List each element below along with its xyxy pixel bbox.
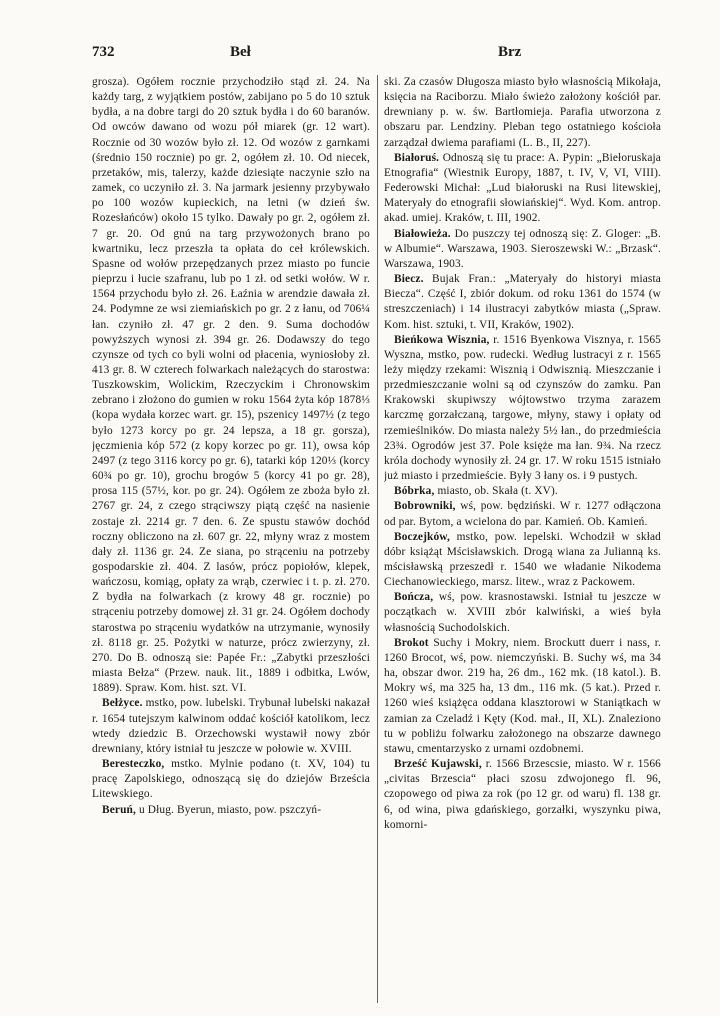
entry-text: r. 1516 Byenkowa Visznya, r. 1565 Wyszna, mstko, pow. rudecki. Według lustracyi z r. 1565 leży między rzekami: Wisznią i Odwisznią. Mieszczanie i przedmieszczanie wolni są od czynszów do zamku. Pan Krakowski skupiwszy wójtowstwo trzyma zarazem karczmę gorzałczaną, targowe, młyny, stawy i opłaty od rzemieślników. Do miasta należy 5½ łan., do przedmieścia 23¾. Ogrodów jest 37. Pole księże ma łan. 9¾. Na rzecz króla dochody wynosiły zł. 24 gr. 17. W roku 1515 istniało już miasto i przedmieście. Były 3 łany os. i 9 pustych. <box>384 333 661 483</box>
dictionary-entry <box>384 227 661 272</box>
entry-headword: Brokot <box>394 636 429 649</box>
left-column <box>92 75 370 1005</box>
entry-text: ski. Za czasów Długosza miasto było własnością Mikołaja, księcia na Raciborzu. Miało świeżo założony kościół par. drewniany p. w. św. Bartłomieja. Parafia utworzona z obszaru par. Lendziny. Pleban tego ostatniego kościoła zarządzał dwiema parafiami (L. B., II, 227). <box>384 76 661 149</box>
dictionary-entry <box>384 272 661 333</box>
entry-text: r. 1566 Brzescsie, miasto. W r. 1566 „civitas Brzescia“ płaci szosu zdwojonego fl. 96, czopowego od piwa za rok (po 12 gr. od waru) fl. 138 gr. 6, od wina, piwa gdańskiego, gorzałki, wyszynku piwa, komorni- <box>384 758 661 831</box>
entry-headword: Beresteczko, <box>102 758 165 771</box>
entry-text: u Dług. Byerun, miasto, pow. pszczyń- <box>136 803 322 816</box>
dictionary-entry <box>384 333 661 485</box>
entry-text: mstko. Mylnie podano (t. XV, 104) tu pracę Zapolskiego, odnoszącą się do dziejów Brześcia Litewskiego. <box>92 758 370 801</box>
dictionary-entry <box>384 484 661 499</box>
entry-text: Do puszczy tej odnoszą się: Z. Gloger: „B. w Albumie“. Warszawa, 1903. Sieroszewski W.: „Brzask“. Warszawa, 1903. <box>384 227 661 270</box>
dictionary-entry <box>384 530 661 591</box>
dictionary-entry <box>384 151 661 227</box>
entry-headword: Biecz. <box>394 273 424 286</box>
dictionary-entry <box>384 757 661 833</box>
entry-headword: Bończa, <box>394 591 434 604</box>
entry-headword: Bieńkowa Wisznia, <box>394 333 490 346</box>
entry-text: wś, pow. krasnostawski. Istniał tu jeszcze w początkach w. XVIII zbór kalwiński, a wieś była własnością Suchodolskich. <box>384 591 661 634</box>
dictionary-entry <box>384 636 661 757</box>
entry-headword: Białoruś. <box>394 151 440 164</box>
column-divider <box>377 75 378 1003</box>
entry-text: mstko, pow. lubelski. Trybunał lubelski nakazał r. 1654 tutejszym kalwinom oddać kościół katolikom, lecz wtedy dziedzic B. Orzechowski wystawił nowy zbór drewniany, który istniał tu jeszcze w połowie w. XVIII. <box>92 697 370 755</box>
entry-text: grosza). Ogółem rocznie przychodziło stąd zł. 24. Na każdy targ, z wyjątkiem postów, zabijano po 5 do 10 sztuk bydła, a na dobre targi do 20 sztuk bydła i do 60 baranów. Od owców dawano od wozu pół miarek (gr. 12 wart). Rocznie od 30 wozów było zł. 12. Od wozów z garnkami (średnio 150 rocznie) po gr. 2, ogółem zł. 10. Od niecek, przetaków, mis, talerzy, każde dziesiąte naczynie szło na zamek, co uczyniło zł. 3. Na jarmark jesienny przybywało po 100 wozów kupieckich, na letni (w dzień św. Rozesłańców) około 15 tylko. Dawały po gr. 2, ogółem zł. 7 gr. 20. Od gnú na targ przywożonych brano po kwartniku, lecz przeszła ta opłata do ceł królewskich. Spasne od wołów przepędzanych przez miasto po funcie pieprzu i łucie szafranu, lub po 1 zł. od setki wołów. W r. 1564 przychodu było zł. 26. Łaźnia w arendzie dawała zł. 24. Podymne ze wsi ziemiańskich po gr. 2 z łanu, od 706¼ łan. czyniło zł. 47 gr. 2 den. 9. Suma dochodów powyższych wynosi zł. 394 gr. 26. Dodawszy do tego czynsze od tych co byli wolni od płacenia, wyniosłoby zł. 413 gr. 8. W czterech folwarkach należących do starostwa: Tuszkowskim, Wolickim, Rzeczyckim i Chronowskim zebrano i złożono do gumien w roku 1564 żyta kóp 1878⅓ (kopa wydała korzec wart. gr. 15), pszenicy 1497½ (z tego było 1273 korcy po gr. 24 lepsza, a 18 gr. gorsza), jęczmienia kóp 572 (z kopy korzec po gr. 11), owsa kóp 2497 (z tego 3116 korcy po gr. 6), tatarki kóp 120⅓ (korcy 60¾ po gr. 10), grochu brogów 5 (korcy 41 po gr. 28), prosa 115 (57½, kor. po gr. 24). Ogółem ze zboża było zł. 2767 gr. 24, z czego strąciwszy piątą część na nasienie zostaje zł. 2214 gr. 7 den. 6. Ze spustu stawów dochód roczny obliczono na zł. 607 gr. 22, młyny wraz z mostem dały zł. 1136 gr. 24. Ze siana, po strąceniu na potrzeby gospodarskie zł. 404. Z lasów, prócz popiołów, klepek, wańczosu, komiąg, opłaty za wrąb, czerwiec i t. p. zł. 270. Z bydła na folwarkach (z krowy 48 gr. rocznie) po strąceniu potrzeby domowej zł. 31 gr. 24. Ogółem dochody starostwa po strąceniu wydatków na utrzymanie, wynosiły zł. 8118 gr. 25. Pożytki w naturze, prócz zwierzyny, zł. 270. Do B. odnoszą sie: Papée Fr.: „Zabytki przeszłości miasta Bełza“ (Przew. nauk. lit., 1889 i odbitka, Lwów, 1889). Spraw. Kom. hist. szt. VI. <box>92 76 370 695</box>
entry-text: Odnoszą się tu prace: A. Pypin: „Biełoruskaja Etnografia“ (Wiestnik Europy, 1887, t. IV, V, VI, VIII). Federowski Michał: „Lud białoruski na Rusi litewskiej, Materyały do etnografii słowiańskiej“. Wyd. Kom. antrop. akad. umiej. Kraków, t. III, 1902. <box>384 151 661 225</box>
left-running-head: Beł <box>230 44 251 60</box>
page-header <box>92 44 642 64</box>
right-running-head: Brz <box>498 44 522 60</box>
entry-headword: Bełżyce. <box>102 697 143 710</box>
entry-text: wś, pow. będziński. W r. 1277 odłączona od par. Bytom, a wcielona do par. Kamień. Ob. Kamień. <box>384 500 661 528</box>
dictionary-entry <box>384 590 661 635</box>
entry-headword: Białowieża. <box>394 227 451 240</box>
continued-text <box>384 75 661 151</box>
entry-headword: Bobrowniki, <box>394 500 456 513</box>
page-number: 732 <box>92 44 115 60</box>
entry-text: miasto, ob. Skała (t. XV). <box>434 485 558 498</box>
entry-headword: Beruń, <box>102 803 136 816</box>
entry-text: mstko, pow. lepelski. Wchodził w skład dóbr książąt Mścisławskich. Drogą wiana za Julianną ks. mścisławską przeszedł r. 1540 we władanie Nikodema Ciechanowieckiego, marsz. litew., wraz z Packowem. <box>384 530 661 589</box>
dictionary-entry <box>92 757 370 802</box>
right-column <box>384 75 661 1005</box>
dictionary-entry <box>92 803 370 818</box>
dictionary-entry <box>92 696 370 757</box>
continued-text <box>92 75 370 696</box>
entry-text: Suchy i Mokry, niem. Brockutt duerr i nass, r. 1260 Brocot, wś, pow. niemczyński. B. Suchy wś, ma 34 ha, obszar dwor. 219 ha, 26 dm., 162 mk. (18 katol.). B. Mokry wś, ma 325 ha, 13 dm., 116 mk. (5 kat.). Przed r. 1260 wieś książęca oddana klasztorowi w Staniątkach w zamian za Czeladź i Kęty (Kod. mał., II, XL). Znaleziono tu w pobliżu folwarku założonego na obszarze dawnego stawu, cmentarzysko z urnami ozdobnemi. <box>384 636 661 755</box>
entry-headword: Bóbrka, <box>394 485 435 498</box>
entry-text: Bujak Fran.: „Materyały do historyi miasta Biecza“. Część I, zbiór dokum. od roku 1361 do 1574 (w streszczeniach) i 14 ilustracyi zabytków miasta („Spraw. Kom. hist. sztuki, t. VII, Kraków, 1902). <box>384 273 661 331</box>
entry-headword: Boczejków, <box>394 530 451 543</box>
entry-headword: Brześć Kujawski, <box>394 758 482 771</box>
dictionary-entry <box>384 499 661 529</box>
